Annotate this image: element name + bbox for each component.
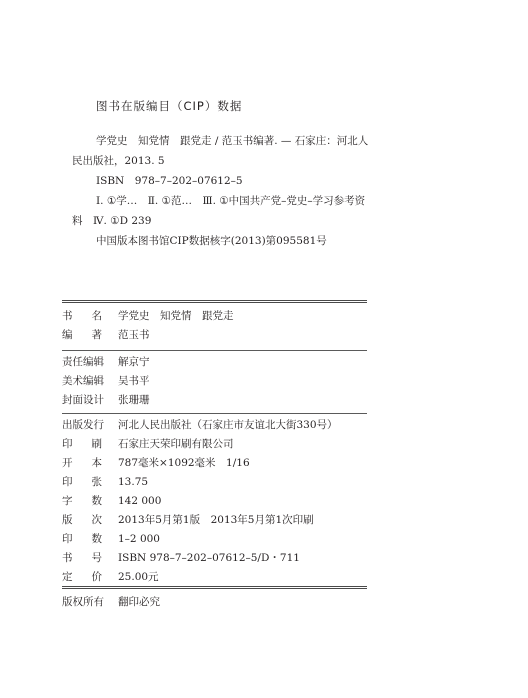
title-label: 书 名 xyxy=(62,310,102,322)
divider-top xyxy=(62,300,367,303)
cip-line-record-number: 中国版本图书馆CIP数据核字(2013)第095581号 xyxy=(96,235,327,247)
book-info xyxy=(62,307,367,345)
publication-row: 印 刷 石家庄天荣印刷有限公司 xyxy=(62,438,234,450)
divider-2 xyxy=(62,413,367,414)
staff-row: 美术编辑 吴书平 xyxy=(62,375,150,387)
publication-row: 书 号 ISBN 978–7–202–07612–5/D・711 xyxy=(62,552,300,564)
divider-1 xyxy=(62,350,367,351)
publication-row: 字 数 142 000 xyxy=(62,495,162,507)
publication-row: 定 价 25.00元 xyxy=(62,571,159,583)
publication-row: 开 本 787毫米×1092毫米 1/16 xyxy=(62,457,250,469)
book-title: 学党史 知党情 跟党走 xyxy=(118,310,234,322)
title-row xyxy=(62,307,367,326)
cip-record xyxy=(72,131,368,251)
staff-row: 封面设计 张珊珊 xyxy=(62,394,150,406)
author-label: 编 著 xyxy=(62,329,102,341)
copyright-label: 版权所有 xyxy=(62,596,104,608)
publication-info xyxy=(62,416,367,587)
cip-line-subjects: Ⅰ. ①学… Ⅱ. ①范… Ⅲ. ①中国共产党–党史–学习参考资 xyxy=(96,195,366,207)
author-row xyxy=(62,326,367,345)
staff-row: 责任编辑 解京宁 xyxy=(62,356,150,368)
publication-row: 印 张 13.75 xyxy=(62,476,149,488)
staff-info xyxy=(62,353,367,410)
cip-line-isbn: ISBN 978–7–202–07612–5 xyxy=(96,175,243,187)
cip-heading: 图书在版编目（CIP）数据 xyxy=(96,99,243,113)
publication-row: 出版发行 河北人民出版社（石家庄市友谊北大街330号） xyxy=(62,419,338,431)
copyright-notice xyxy=(62,593,367,612)
book-author: 范玉书 xyxy=(118,329,150,341)
cip-line-classification: 料 Ⅳ. ①D 239 xyxy=(72,215,152,227)
copyright-text: 翻印必究 xyxy=(118,596,160,608)
publication-row: 版 次 2013年5月第1版 2013年5月第1次印刷 xyxy=(62,514,314,526)
cip-line-title: 学党史 知党情 跟党走 / 范玉书编著. — 石家庄：河北人 xyxy=(96,135,369,147)
cip-line-publisher: 民出版社，2013. 5 xyxy=(72,155,165,167)
divider-bottom xyxy=(62,586,367,589)
publication-row: 印 数 1–2 000 xyxy=(62,533,160,545)
